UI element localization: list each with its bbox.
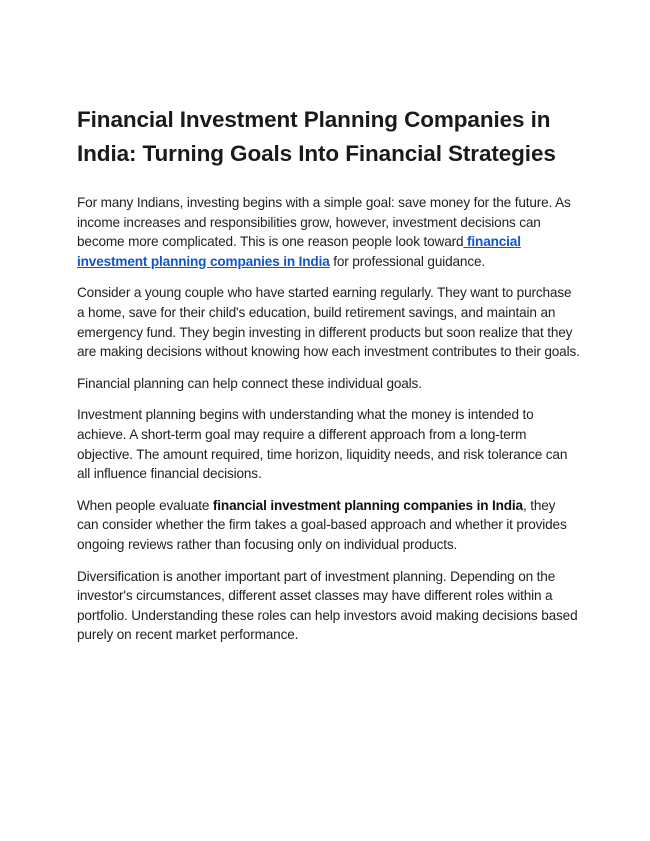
bold-keyword: financial investment planning companies in India bbox=[212, 497, 523, 513]
paragraph-evaluate-tail: , they can consider whether the firm takes a goal-based approach and whether it provides ongoing reviews rather than focusing only on individual products. bbox=[77, 497, 567, 552]
paragraph-evaluate-text: When people evaluate bbox=[77, 497, 213, 513]
paragraph-intro bbox=[77, 193, 580, 271]
paragraph-intro-text: For many Indians, investing begins with a simple goal: save money for the future. As income increases and responsibilities grow, however, investment decisions can become more complicated. This is one reason people look toward bbox=[77, 195, 571, 250]
paragraph-intro-tail: for professional guidance. bbox=[329, 253, 486, 269]
paragraph-diversification: Diversification is another important part of investment planning. Depending on the investor's circumstances, different asset classes may have different roles within a portfolio. Understanding these roles can help investors avoid making decisions based purely on recent market performance. bbox=[77, 568, 578, 643]
financial-planning-link[interactable]: financial investment planning companies in India bbox=[77, 234, 521, 269]
paragraph-planning-basics: Investment planning begins with understanding what the money is intended to achieve. A short-term goal may require a different approach from a long-term objective. The amount required, time horizon, liquidity needs, and risk tolerance can all influence financial decisions. bbox=[77, 407, 568, 482]
paragraph-couple: Consider a young couple who have started earning regularly. They want to purchase a home, save for their child's education, build retirement savings, and maintain an emergency fund. They begin investing in different products but soon realize that they are making decisions without knowing how each investment contributes to their goals. bbox=[77, 285, 580, 360]
page-title: Financial Investment Planning Companies in India: Turning Goals Into Financial Strategies bbox=[77, 107, 556, 166]
paragraph-connect-goals: Financial planning can help connect these individual goals. bbox=[77, 375, 422, 391]
paragraph-evaluate bbox=[77, 496, 580, 555]
